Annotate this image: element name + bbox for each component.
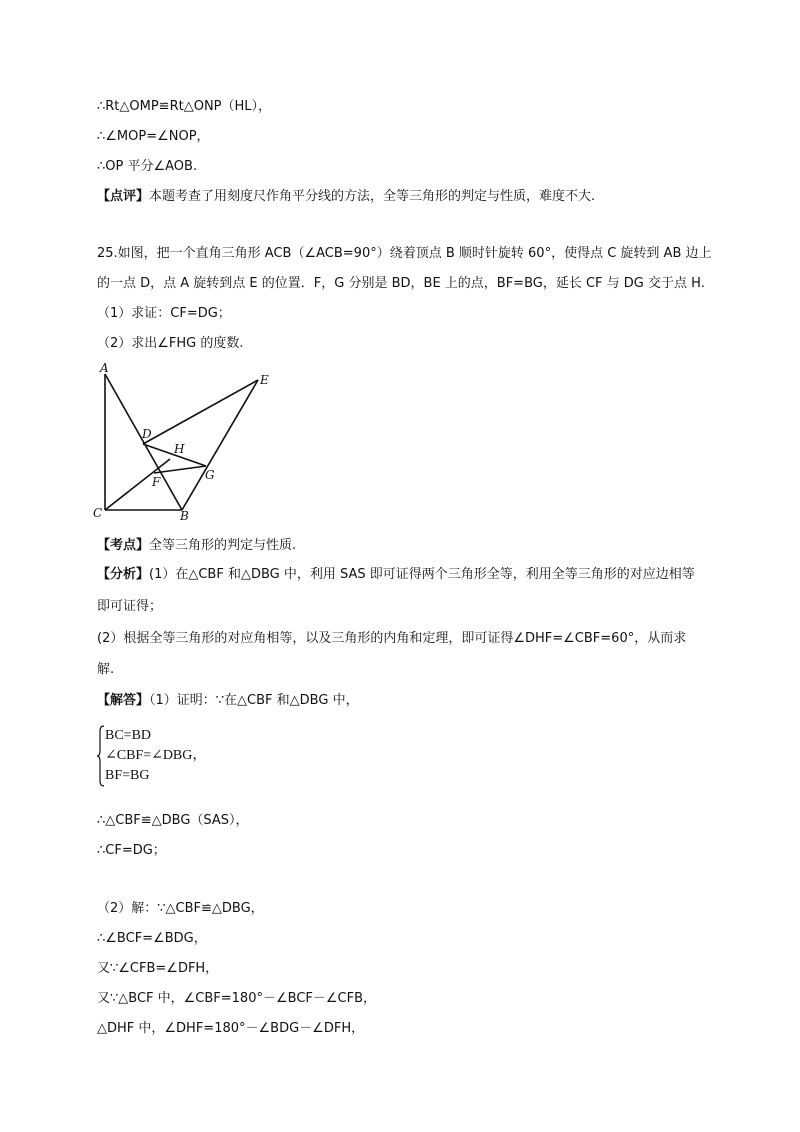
segment-fg bbox=[154, 466, 206, 473]
segment-be bbox=[182, 380, 258, 510]
kaodian-line bbox=[97, 537, 296, 555]
text-line: ∴∠BCF=∠BDG， bbox=[97, 931, 207, 946]
text-line: 又∵△BCF 中，∠CBF=180°－∠BCF－∠CFB， bbox=[97, 991, 377, 1006]
text-line: (2）根据全等三角形的对应角相等，以及三角形的内角和定理，即可证得∠DHF=∠CBF=60°，从而求 bbox=[97, 631, 687, 646]
text-line: ∴△CBF≌△DBG（SAS）， bbox=[97, 813, 249, 828]
label-d: D bbox=[142, 427, 152, 441]
question-line: 25.如图，把一个直角三角形 ACB（∠ACB=90°）绕着顶点 B 顺时针旋转 60°，使得点 C 旋转到 AB 边上 bbox=[97, 246, 712, 261]
geometry-figure bbox=[90, 362, 280, 522]
label-a: A bbox=[100, 362, 109, 375]
fenxi-line bbox=[97, 566, 695, 584]
label-b: B bbox=[180, 509, 189, 522]
fenxi-tag: 【分析】 bbox=[97, 567, 150, 582]
brace-line: BC=BD bbox=[105, 728, 152, 743]
segment-ab bbox=[105, 374, 182, 510]
question-sub: （2）求出∠FHG 的度数. bbox=[97, 336, 244, 351]
jieda-tag: 【解答】 bbox=[97, 693, 150, 708]
segment-de bbox=[143, 380, 258, 444]
fenxi-text: (1）在△CBF 和△DBG 中，利用 SAS 即可证得两个三角形全等，利用全等三角形的对应边相等 bbox=[149, 567, 695, 582]
text-line: ∴Rt△OMP≌Rt△ONP（HL）， bbox=[97, 99, 272, 114]
text-line: ∴∠MOP=∠NOP， bbox=[97, 129, 210, 144]
brace-line: ∠CBF=∠DBG， bbox=[105, 748, 207, 763]
jieda-text: （1）证明：∵在△CBF 和△DBG 中， bbox=[149, 693, 359, 708]
condition-brace-block bbox=[97, 725, 227, 787]
comment-tag: 【点评】 bbox=[97, 189, 150, 204]
comment-line bbox=[97, 188, 595, 206]
text-line: △DHF 中，∠DHF=180°－∠BDG－∠DFH， bbox=[97, 1021, 365, 1036]
question-line: 的一点 D，点 A 旋转到点 E 的位置．F，G 分别是 BD，BE 上的点，BF=BG，延长 CF 与 DG 交于点 H. bbox=[97, 276, 705, 291]
text-line: （2）解：∵△CBF≌△DBG， bbox=[97, 901, 264, 916]
kaodian-text: 全等三角形的判定与性质. bbox=[149, 538, 297, 553]
kaodian-tag: 【考点】 bbox=[97, 538, 150, 553]
label-h: H bbox=[174, 442, 185, 456]
brace-line: BF=BG bbox=[105, 768, 150, 783]
jieda-line bbox=[97, 692, 359, 710]
text-line: ∴OP 平分∠AOB. bbox=[97, 159, 198, 174]
brace-icon bbox=[97, 725, 105, 787]
text-line: 又∵∠CFB=∠DFH， bbox=[97, 961, 219, 976]
label-c: C bbox=[93, 506, 103, 520]
label-e: E bbox=[260, 373, 269, 387]
text-line: 解. bbox=[97, 662, 115, 677]
question-sub: （1）求证：CF=DG； bbox=[97, 306, 231, 321]
text-line: 即可证得； bbox=[97, 599, 163, 614]
label-f: F bbox=[152, 475, 161, 489]
comment-text: 本题考查了用刻度尺作角平分线的方法，全等三角形的判定与性质，难度不大. bbox=[149, 189, 596, 204]
text-line: ∴CF=DG； bbox=[97, 843, 166, 858]
label-g: G bbox=[205, 468, 215, 482]
